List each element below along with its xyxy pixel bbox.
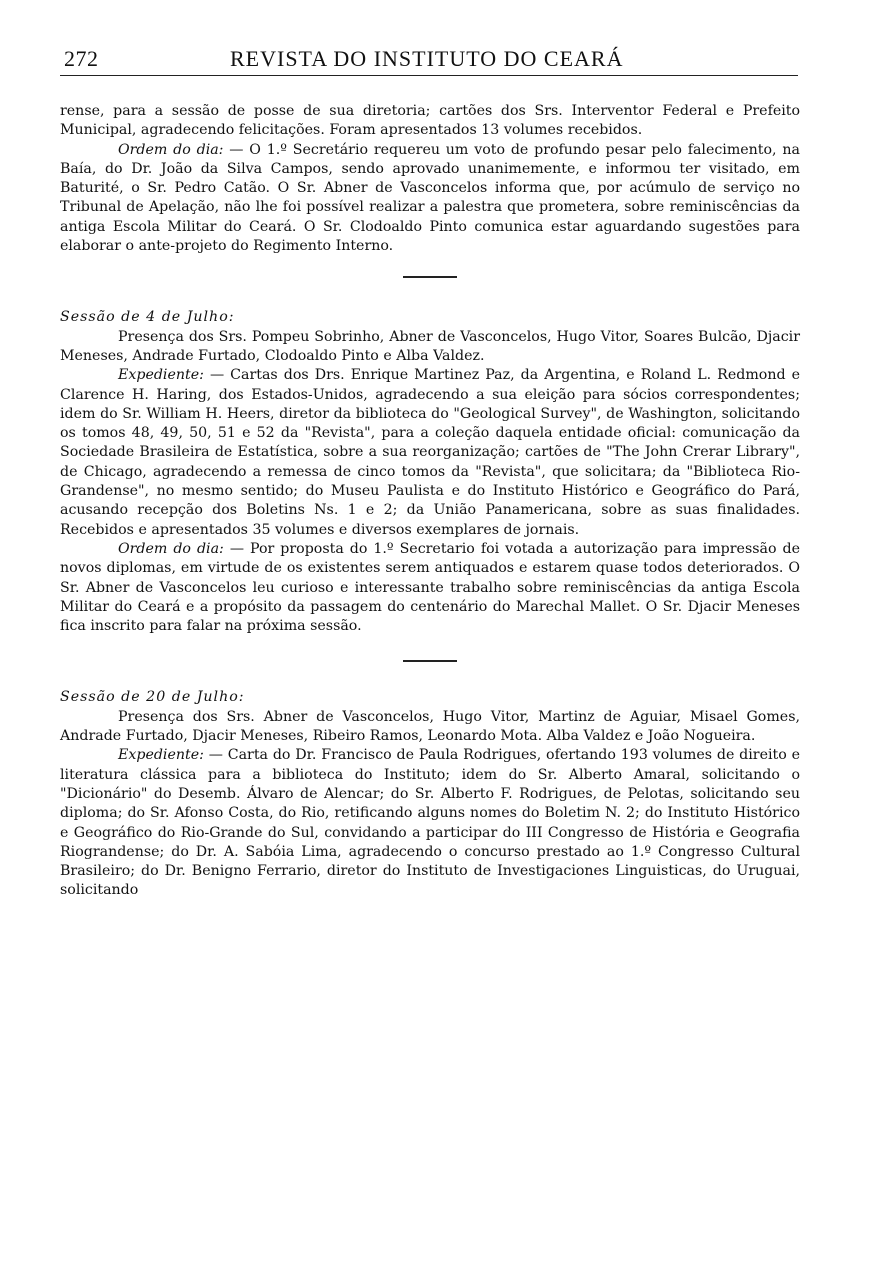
article-body: [60, 102, 800, 901]
expediente-label: Expediente:: [118, 747, 204, 764]
header-rule: [60, 75, 798, 76]
section-separator: [403, 660, 457, 662]
presenca-paragraph: Presença dos Srs. Pompeu Sobrinho, Abner de Vasconcelos, Hugo Vitor, Soares Bulcão, Djacir Meneses, Andrade Furtado, Clodoaldo Pinto e Alba Valdez.: [60, 328, 800, 364]
expediente-text: — Cartas dos Drs. Enrique Martinez Paz, da Argentina, e Roland L. Redmond e Clarence H. Haring, dos Estados-Unidos, agradecendo a sua eleição para sócios correspondentes; idem do Sr. William H. Heers, diretor da biblioteca do "Geological Survey", de Washington, solicitando os tomos 48, 49, 50, 51 e 52 da "Revista", para a coleção daquela entidade oficial: comunicação da Sociedade Brasileira de Estatística, sobre a sua reorganização; cartões de "The John Crerar Library", de Chicago, agradecendo a remessa de cinco tomos da "Revista", que solicitara; da "Biblioteca Rio-Grandense", no mesmo sentido; do Museu Paulista e do Instituto Histórico e Geográfico do Pará, acusando recepção dos Boletins Ns. 1 e 2; da União Panamericana, sobre as suas finalidades. Recebidos e apresentados 35 volumes e diversos exemplares de jornais.: [60, 367, 800, 538]
expediente-label: Expediente:: [118, 367, 204, 384]
ordem-do-dia-paragraph: [60, 540, 800, 636]
expediente-paragraph: [60, 746, 800, 900]
ordem-do-dia-text: — Por proposta do 1.º Secretario foi votada a autorização para impressão de novos diplomas, em virtude de os existentes serem antiquados e estarem quase todos deteriorados. O Sr. Abner de Vasconcelos leu curioso e interessante trabalho sobre reminiscências da antiga Escola Militar do Ceará e a propósito da passagem do centenário do Marechal Mallet. O Sr. Djacir Meneses fica inscrito para falar na próxima sessão.: [60, 540, 800, 635]
continued-paragraph: rense, para a sessão de posse de sua diretoria; cartões dos Srs. Interventor Federal e Prefeito Municipal, agradecendo felicitações. Foram apresentados 13 volumes recebidos.: [60, 103, 800, 139]
journal-title: REVISTA DO INSTITUTO DO CEARÁ: [230, 46, 624, 71]
running-header: [60, 42, 800, 74]
presenca-paragraph: Presença dos Srs. Abner de Vasconcelos, Hugo Vitor, Martinz de Aguiar, Misael Gomes, Andrade Furtado, Djacir Meneses, Ribeiro Ramos, Leonardo Mota. Alba Valdez e João Nogueira.: [60, 708, 800, 745]
section-separator: [403, 276, 457, 278]
expediente-text: — Carta do Dr. Francisco de Paula Rodrigues, ofertando 193 volumes de direito e literatura clássica para a biblioteca do Instituto; idem do Sr. Alberto Amaral, solicitando o "Dicionário" do Desemb. Álvaro de Alencar; do Sr. Alberto F. Rodrigues, de Pelotas, solicitando seu diploma; do Sr. Afonso Costa, do Rio, retificando alguns nomes do Boletim N. 2; do Instituto Histórico e Geográfico do Rio-Grande do Sul, convidando a participar do III Congresso de História e Geografia Riograndense; do Dr. A. Sabóia Lima, agradecendo o concurso prestado ao 1.º Congresso Cultural Brasileiro; do Dr. Benigno Ferrario, diretor do Instituto de Investigaciones Linguisticas, do Uruguai, solicitando: [60, 747, 800, 899]
ordem-do-dia-text: — O 1.º Secretário requereu um voto de profundo pesar pelo falecimento, na Baía, do Dr. João da Silva Campos, sendo aprovado unanimemente, e informou ter visitado, em Baturité, o Sr. Pedro Catão. O Sr. Abner de Vasconcelos informa que, por acúmulo de serviço no Tribunal de Apelação, não lhe foi possível realizar a palestra que prometera, sobre reminiscências da antiga Escola Militar do Ceará. O Sr. Clodoaldo Pinto comunica estar aguardando sugestões para elaborar o ante-projeto do Regimento Interno.: [60, 141, 800, 255]
ordem-do-dia-label: Ordem do dia:: [118, 141, 224, 158]
page-number: 272: [64, 46, 99, 71]
ordem-do-dia-label: Ordem do dia:: [118, 540, 224, 557]
session-heading-20-julho: Sessão de 20 de Julho:: [60, 689, 245, 706]
ordem-do-dia-paragraph: [60, 141, 800, 257]
expediente-paragraph: [60, 366, 800, 540]
session-heading-4-julho: Sessão de 4 de Julho:: [60, 309, 235, 326]
